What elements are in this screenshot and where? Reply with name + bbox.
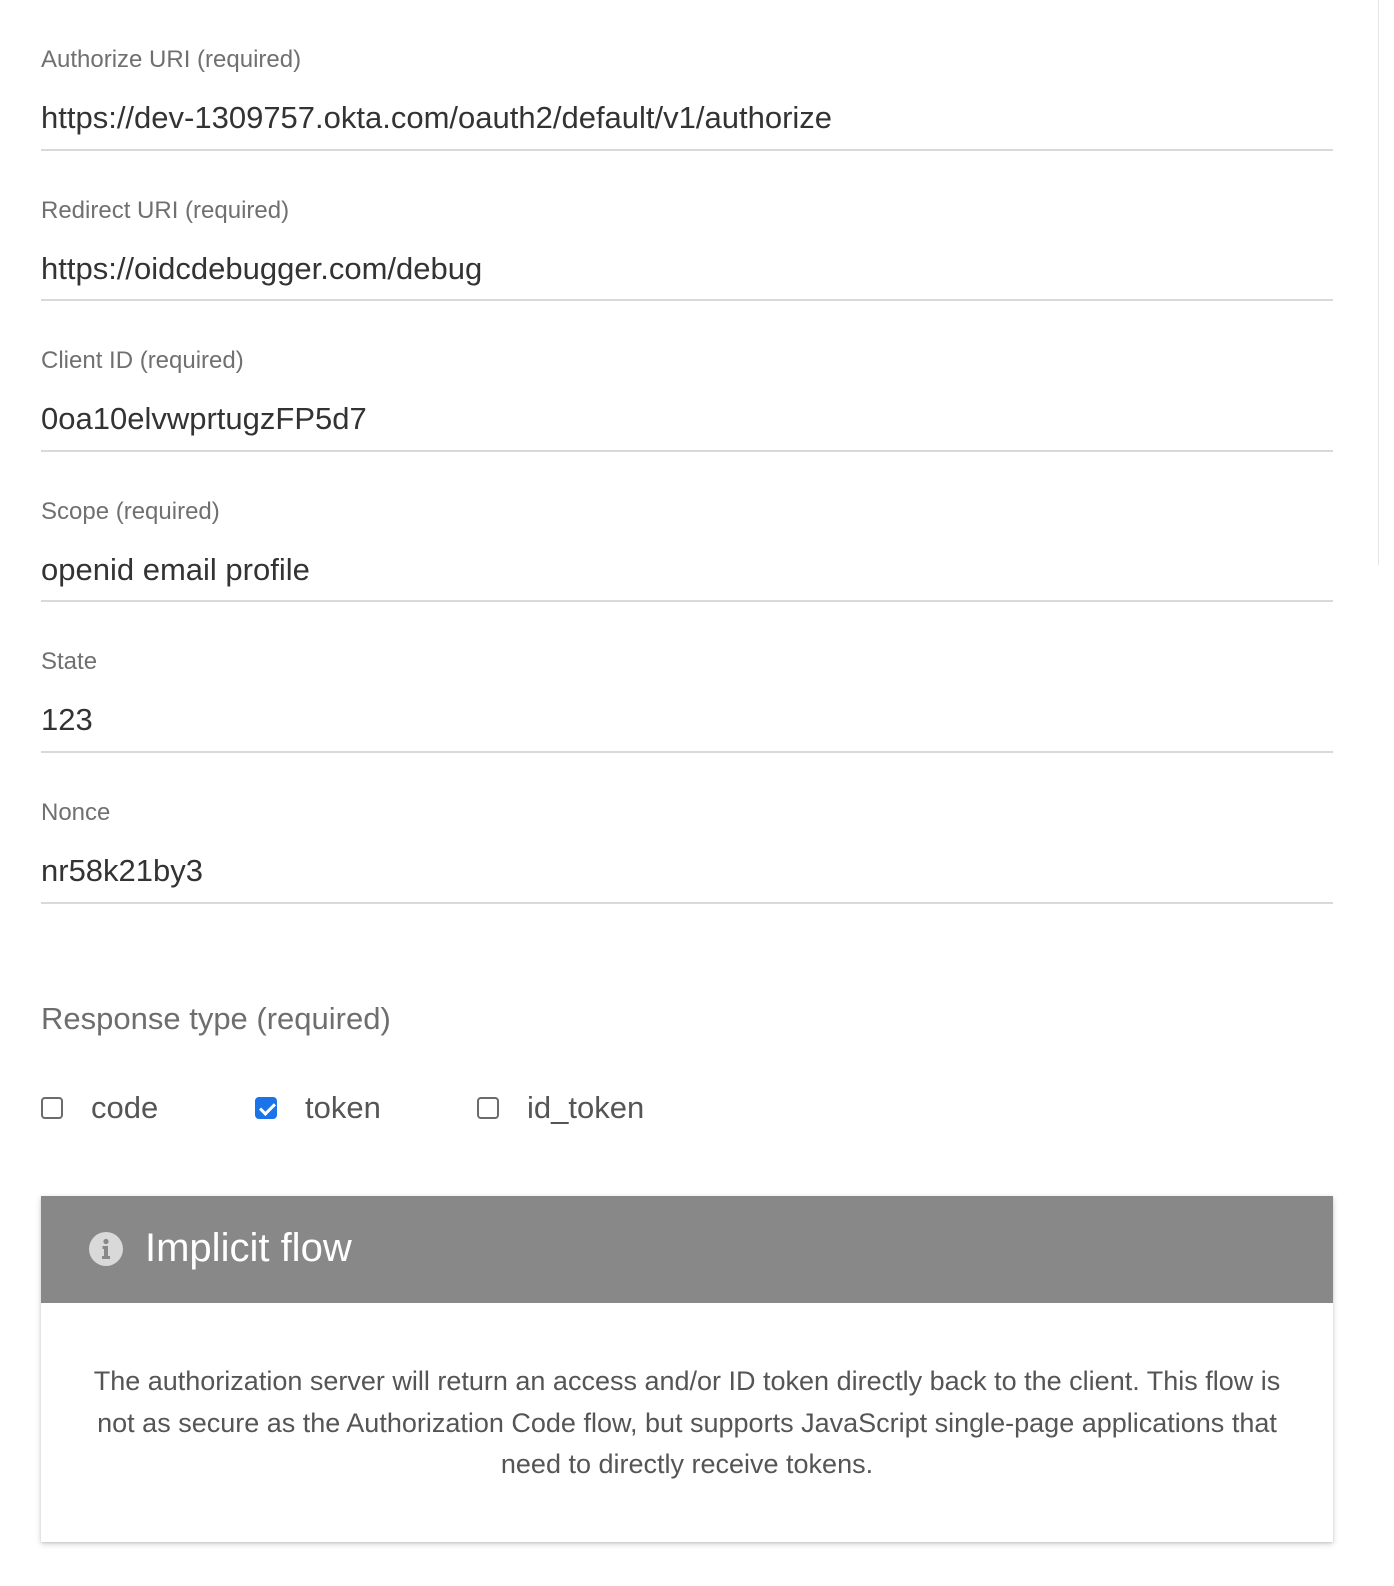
info-icon — [89, 1232, 123, 1266]
code-checkbox[interactable] — [41, 1097, 63, 1119]
scope-field — [41, 452, 1333, 603]
id-token-checkbox[interactable] — [477, 1097, 499, 1119]
nonce-field — [41, 753, 1333, 904]
client-id-label: Client ID (required) — [41, 347, 244, 375]
redirect-uri-field — [41, 151, 1333, 302]
client-id-field — [41, 301, 1333, 452]
scope-label: Scope (required) — [41, 497, 220, 525]
state-input[interactable] — [41, 698, 1333, 742]
oidc-request-form — [41, 0, 1333, 904]
response-type-token-option[interactable] — [255, 1086, 381, 1130]
response-type-options — [41, 1086, 941, 1130]
authorize-uri-field — [41, 0, 1333, 151]
scrollbar-edge — [1378, 0, 1379, 565]
authorize-uri-input[interactable] — [41, 96, 1333, 140]
nonce-label: Nonce — [41, 798, 111, 826]
response-type-label: Response type (required) — [41, 1001, 391, 1036]
response-type-id-token-option[interactable] — [477, 1086, 644, 1130]
nonce-input[interactable] — [41, 849, 1333, 893]
authorize-uri-label: Authorize URI (required) — [41, 46, 302, 73]
state-field — [41, 602, 1333, 753]
token-checkbox[interactable] — [255, 1097, 277, 1119]
flow-card-title: Implicit flow — [145, 1226, 352, 1270]
state-label: State — [41, 648, 98, 676]
flow-info-card — [41, 1196, 1333, 1542]
response-type-code-option[interactable] — [41, 1086, 158, 1130]
flow-card-description: The authorization server will return an access and/or ID token directly back to the client. This flow is not as secure as the Authorization Code flow, but supports JavaScript single-page applications that need to directly receive tokens. — [93, 1366, 1281, 1479]
redirect-uri-label: Redirect URI (required) — [41, 196, 290, 224]
code-checkbox-label[interactable]: code — [91, 1090, 159, 1125]
scope-input[interactable] — [41, 548, 1333, 592]
redirect-uri-input[interactable] — [41, 247, 1333, 291]
token-checkbox-label[interactable]: token — [305, 1090, 381, 1125]
flow-card-header — [41, 1196, 1333, 1303]
id-token-checkbox-label[interactable]: id_token — [527, 1090, 645, 1125]
client-id-input[interactable] — [41, 397, 1333, 441]
